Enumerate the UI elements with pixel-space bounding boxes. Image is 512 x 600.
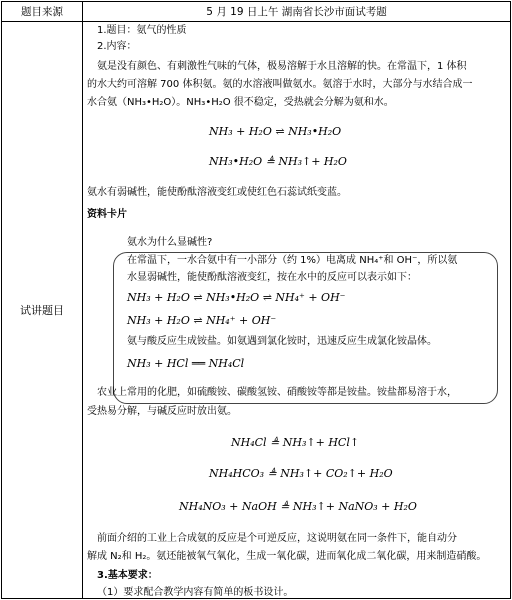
equation-1: NH₃ + H₂O ⇌ NH₃•H₂O <box>209 125 342 138</box>
topic-label: 试讲题目 <box>2 22 83 599</box>
equation-5: NH₄NO₃ + NaOH ≜ NH₃↑+ NaNO₃ + H₂O <box>179 500 417 513</box>
exam-table <box>1 1 511 599</box>
card-equation-b: NH₃ + H₂O ⇌ NH₄⁺ + OH⁻ <box>127 314 277 327</box>
card-question: 氨水为什么显碱性? <box>127 237 213 248</box>
card-equation-c: NH₃ + HCl ══ NH₄Cl <box>127 357 245 370</box>
requirement-1: （1）要求配合教学内容有简单的板书设计。 <box>97 587 294 598</box>
equation-2: NH₃•H₂O ≜ NH₃↑+ H₂O <box>209 155 347 168</box>
header-row <box>2 2 511 22</box>
title-line: 1.题目：氨气的性质 <box>97 25 187 36</box>
para4-line2: 解成 N₂和 H₂。氨还能被氧气氧化，生成一氧化碳，进而氧化成二氧化碳，用来制造硝酸。 <box>87 551 487 562</box>
card-line2: 水显弱碱性，能使酚酞溶液变红，按在水中的反应可以表示如下： <box>127 272 417 283</box>
equation-4: NH₄HCO₃ ≜ NH₃↑+ CO₂↑+ H₂O <box>209 467 393 480</box>
para3-line1: 农业上常用的化肥，如硫酸铵、碳酸氢铵、硝酸铵等都是铵盐。铵盐都易溶于水， <box>97 387 457 398</box>
requirements-heading: 3.基本要求： <box>97 570 158 581</box>
card-line3: 氨与酸反应生成铵盐。如氨遇到氯化铵时，迅速反应生成氯化铵晶体。 <box>127 336 437 347</box>
para4-line1: 前面介绍的工业上合成氨的反应是个可逆反应，这说明氨在同一条件下，能自动分 <box>97 533 457 544</box>
card-equation-a: NH₃ + H₂O ⇌ NH₃•H₂O ⇌ NH₄⁺ + OH⁻ <box>127 291 346 304</box>
para1-line3: 水合氨（NH₃•H₂O）。NH₃•H₂O 很不稳定，受热就会分解为氨和水。 <box>87 97 394 108</box>
para1-line2: 的水大约可溶解 700 体积氨。氨的水溶液叫做氨水。氨溶于水时，大部分与水结合成一 <box>87 79 473 90</box>
para1-line1: 氨是没有颜色、有刺激性气味的气体，极易溶解于水且溶解的快。在常温下，1 体积 <box>97 61 467 72</box>
equation-3: NH₄Cl ≜ NH₃↑+ HCl↑ <box>231 436 360 449</box>
source-label: 题目来源 <box>2 2 83 22</box>
body-row <box>2 22 511 599</box>
content-area <box>83 22 510 598</box>
content-cell <box>83 22 511 599</box>
para3-line2: 受热易分解，与碱反应时放出氨。 <box>87 406 237 417</box>
card-line1: 在常温下，一水合氨中有一小部分（约 1%）电离成 NH₄⁺和 OH⁻，所以氨 <box>127 255 458 266</box>
para2: 氨水有弱碱性，能使酚酞溶液变红或使红色石蕊试纸变蓝。 <box>87 187 347 198</box>
content-heading: 2.内容： <box>97 41 137 52</box>
card-heading: 资料卡片 <box>87 209 127 220</box>
source-value: 5 月 19 日上午 湖南省长沙市面试考题 <box>83 2 511 22</box>
